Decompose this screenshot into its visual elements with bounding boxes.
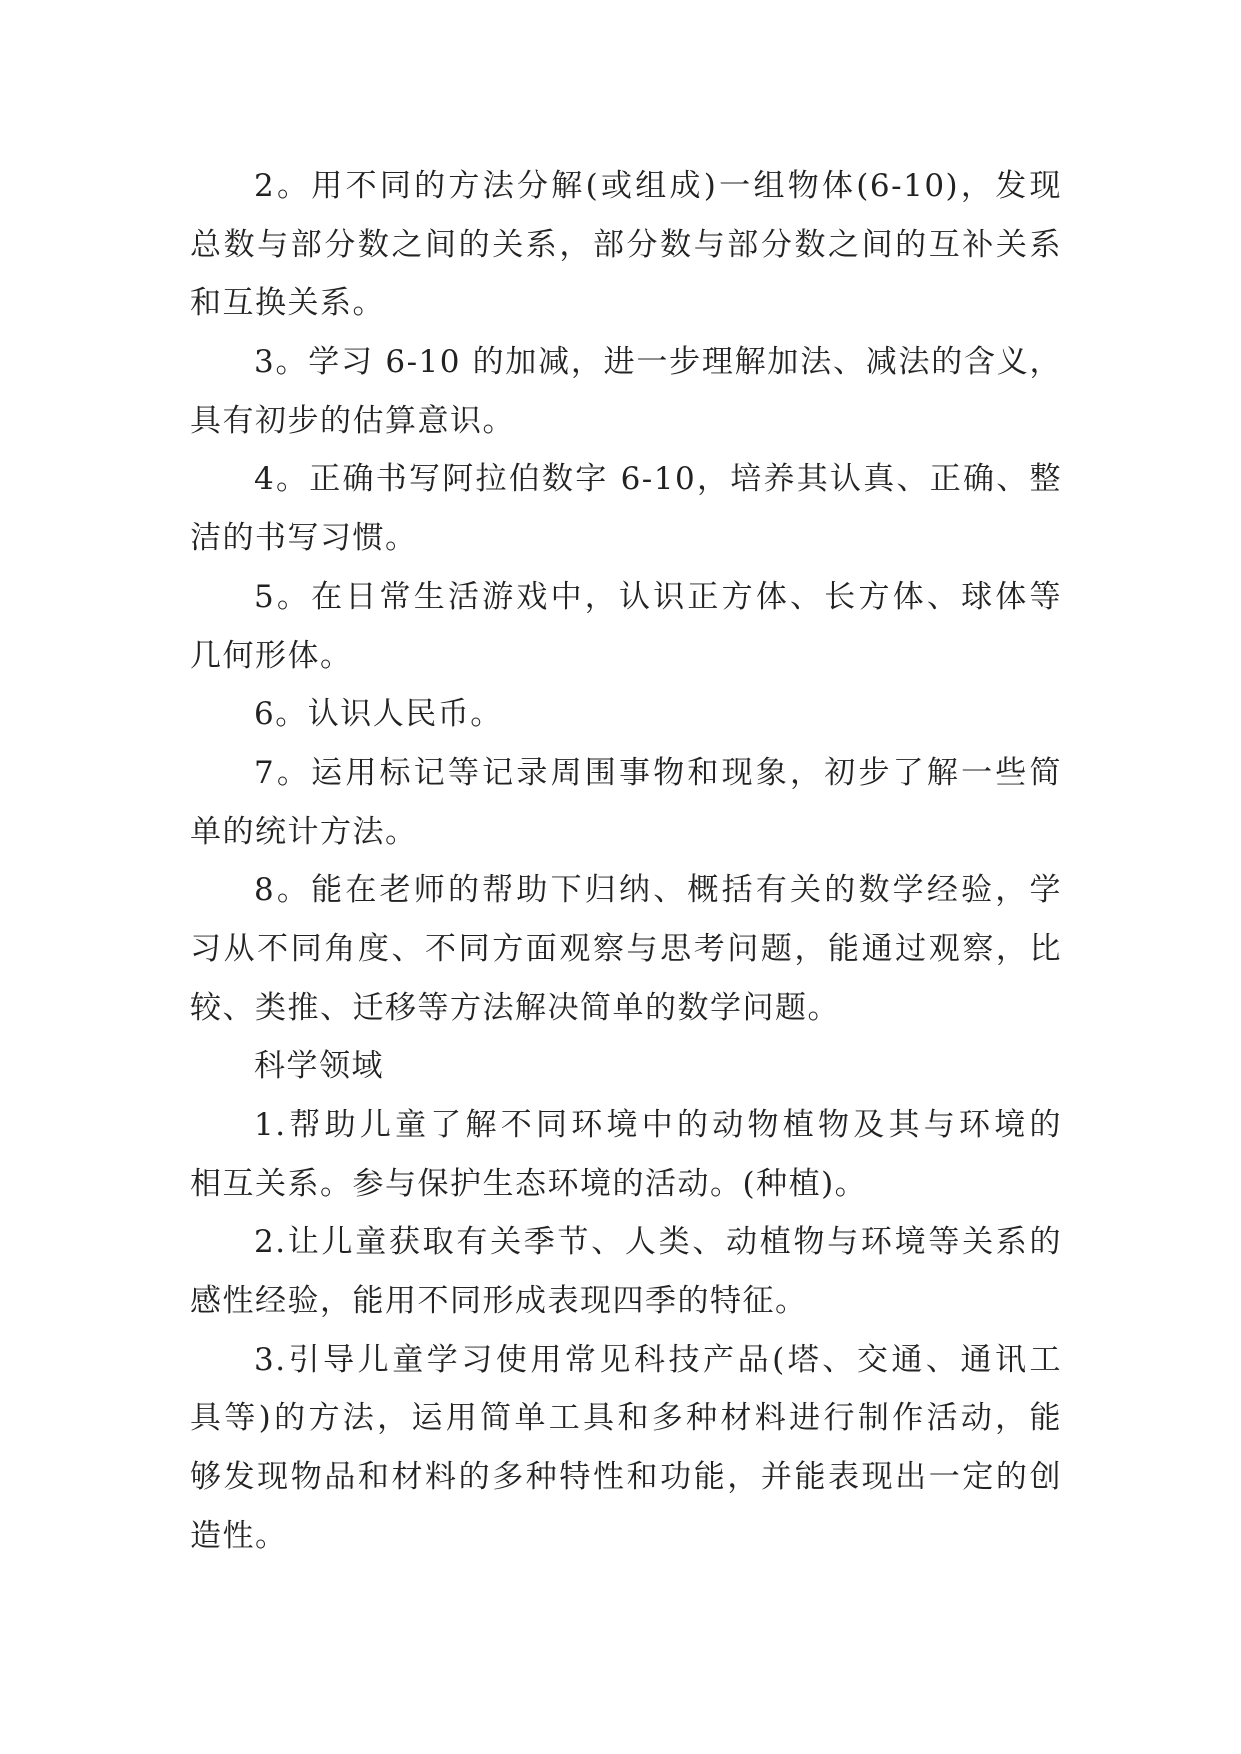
paragraph-line: 2.让儿童获取有关季节、人类、动植物与环境等关系的 bbox=[254, 1224, 1062, 1261]
paragraph-line: 3.引导儿童学习使用常见科技产品(塔、交通、通讯工 bbox=[254, 1341, 1062, 1378]
list-item bbox=[190, 1213, 1062, 1330]
list-item bbox=[190, 861, 1062, 1037]
list-item bbox=[190, 744, 1062, 861]
paragraph-line: 3。学习 6-10 的加减，进一步理解加法、减法的含义， bbox=[254, 344, 1062, 381]
list-item bbox=[190, 333, 1062, 450]
paragraph-line: 具有初步的估算意识。 bbox=[190, 402, 515, 439]
list-item bbox=[190, 1331, 1062, 1566]
paragraph-line: 8。能在老师的帮助下归纳、概括有关的数学经验，学 bbox=[254, 872, 1062, 909]
paragraph-line: 7。运用标记等记录周围事物和现象，初步了解一些简 bbox=[254, 754, 1062, 791]
paragraph-line: 6。认识人民币。 bbox=[254, 696, 503, 733]
paragraph-line: 感性经验，能用不同形成表现四季的特征。 bbox=[190, 1283, 808, 1320]
list-item bbox=[190, 1096, 1062, 1213]
list-item bbox=[190, 685, 1062, 744]
document-page bbox=[190, 157, 1062, 1566]
section-heading: 科学领域 bbox=[254, 1048, 384, 1085]
list-item bbox=[190, 450, 1062, 567]
science-section bbox=[190, 1037, 1062, 1565]
paragraph-line: 洁的书写习惯。 bbox=[190, 520, 418, 557]
list-item bbox=[190, 157, 1062, 333]
paragraph-line: 具等)的方法，运用简单工具和多种材料进行制作活动，能 bbox=[190, 1400, 1062, 1437]
paragraph-line: 造性。 bbox=[190, 1517, 288, 1554]
paragraph-line: 和互换关系。 bbox=[190, 285, 385, 322]
paragraph-line: 几何形体。 bbox=[190, 637, 353, 674]
paragraph-line: 4。正确书写阿拉伯数字 6-10，培养其认真、正确、整 bbox=[254, 461, 1062, 498]
paragraph-line: 总数与部分数之间的关系，部分数与部分数之间的互补关系 bbox=[190, 226, 1062, 263]
paragraph-line: 5。在日常生活游戏中，认识正方体、长方体、球体等 bbox=[254, 578, 1062, 615]
paragraph-line: 较、类推、迁移等方法解决简单的数学问题。 bbox=[190, 989, 840, 1026]
paragraph-line: 1.帮助儿童了解不同环境中的动物植物及其与环境的 bbox=[254, 1107, 1062, 1143]
list-item bbox=[190, 568, 1062, 685]
paragraph-line: 相互关系。参与保护生态环境的活动。(种植)。 bbox=[190, 1165, 868, 1202]
continued-list bbox=[190, 157, 1062, 1037]
paragraph-line: 习从不同角度、不同方面观察与思考问题，能通过观察，比 bbox=[190, 930, 1062, 967]
paragraph-line: 2。用不同的方法分解(或组成)一组物体(6-10)，发现 bbox=[254, 168, 1062, 204]
paragraph-line: 单的统计方法。 bbox=[190, 813, 418, 850]
paragraph-line: 够发现物品和材料的多种特性和功能，并能表现出一定的创 bbox=[190, 1459, 1062, 1496]
